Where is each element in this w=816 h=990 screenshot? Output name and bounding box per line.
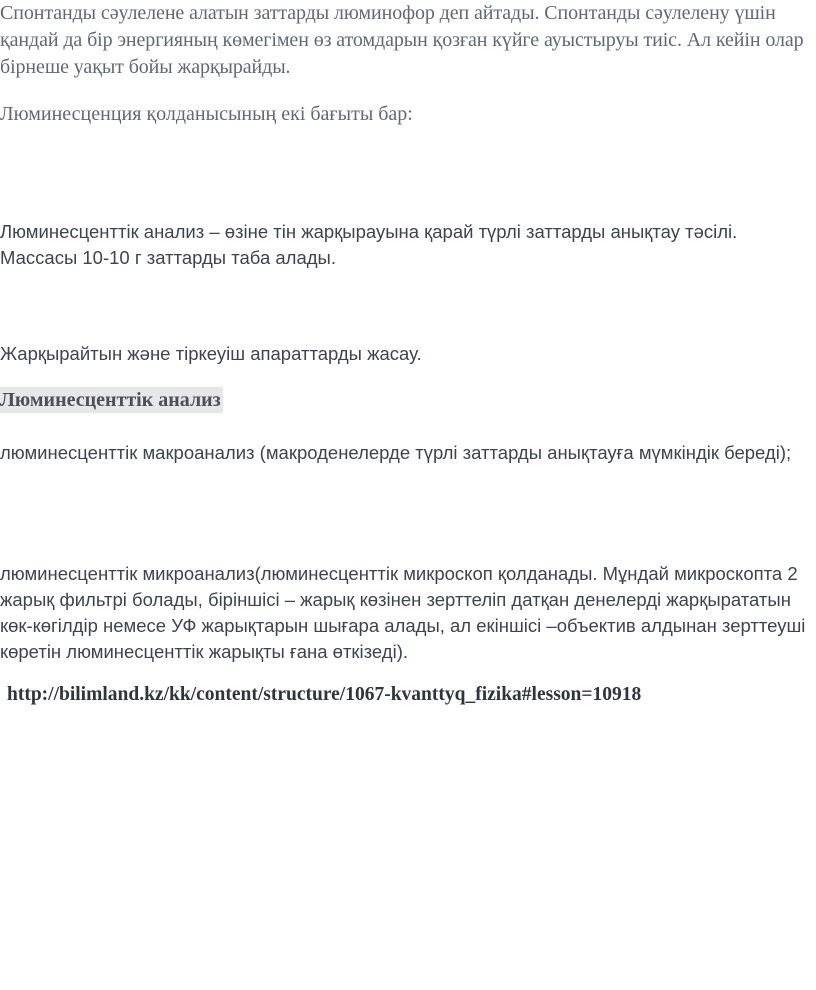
paragraph-macroanalysis: люминесценттік макроанализ (макроденелерде түрлі заттарды анықтауға мүмкіндік береді); (0, 442, 792, 463)
source-link[interactable]: http://bilimland.kz/kk/content/structure/1067-kvanttyq_fizika#lesson=10918 (7, 684, 642, 705)
paragraph-luminophor-definition: Спонтанды сәулелене алатын заттарды люминофор деп айтады. Спонтанды сәулелену үшін қандай да бір энергияның көмегімен өз атомдарын қозған күйге ауыстыруы тиіс. Ал кейін олар бірнеше уақыт бойы жарқырайды. (0, 2, 804, 78)
paragraph-microanalysis: люминесценттік микроанализ(люминесценттік микроскоп қолданады. Мұндай микроскопта 2 жарық фильтрі болады, біріншісі – жарық көзінен зерттеліп датқан денелерді жарқырататын көк-көгілдір немесе УФ жарықтарын шығара алады, ал екіншісі –объектив алдынан зерттеуші көретін люминесценттік жарықты ғана өткізеді). (0, 563, 806, 662)
section-heading: Люминесценттік анализ (0, 389, 221, 411)
paragraph-luminescence-directions: Люминесценция қолданысының екі бағыты бар: (0, 103, 413, 125)
paragraph-luminescent-analysis: Люминесценттік анализ – өзіне тін жарқырауына қарай түрлі заттарды анықтау тәсілі. Массасы 10-10 г заттарды таба алады. (0, 221, 738, 268)
paragraph-devices: Жарқырайтын және тіркеуіш апараттарды жасау. (0, 343, 422, 364)
